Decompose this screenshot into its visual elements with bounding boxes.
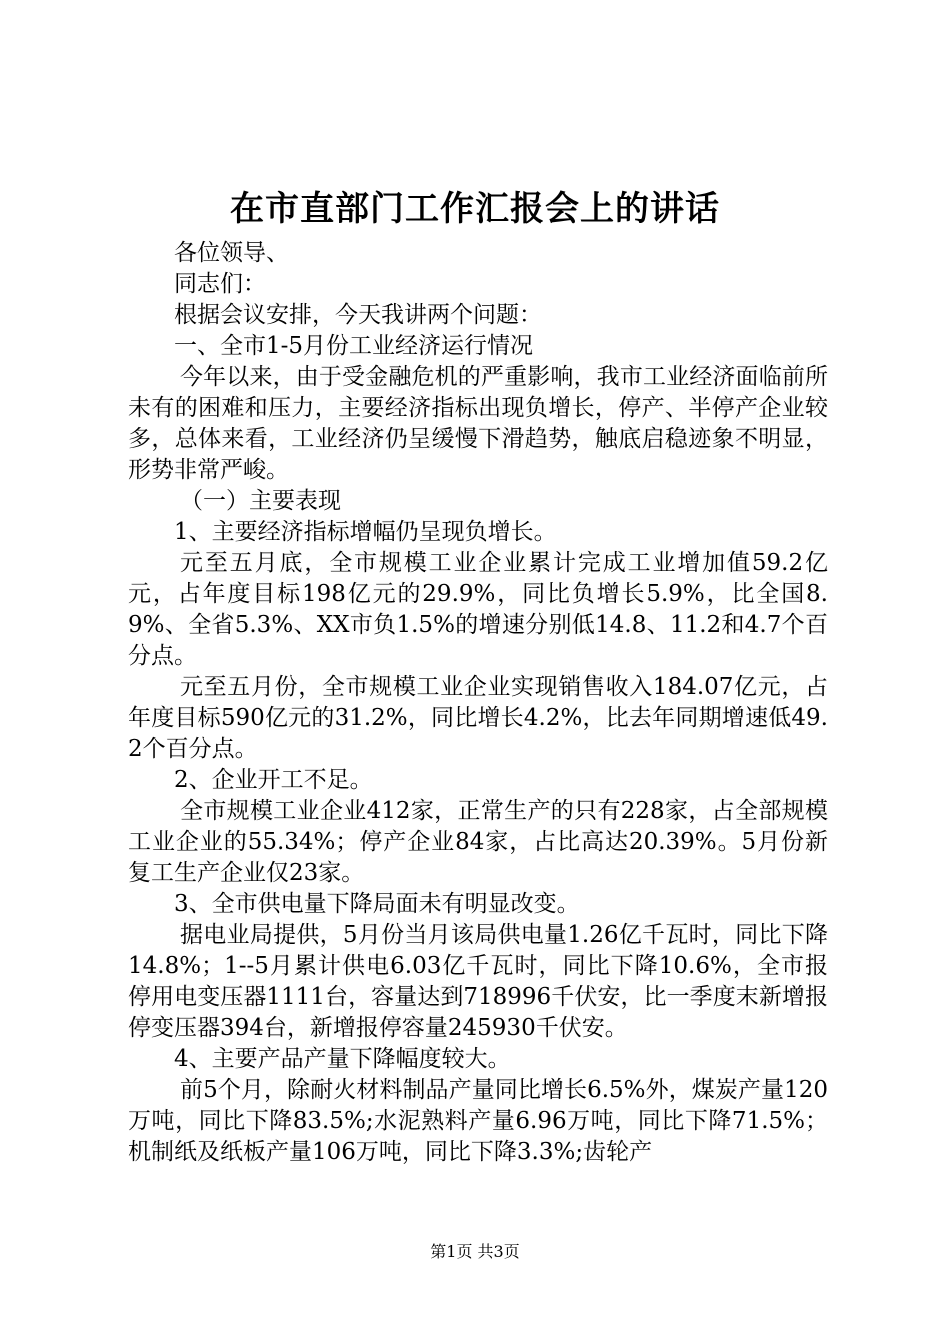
subsection-heading-main-performance: （一）主要表现 — [180, 488, 341, 514]
paragraph-sales-revenue: 元至五月份，全市规模工业企业实现销售收入184.07亿元，占年度目标590亿元的31.2%，同比增长4.2%，比去年同期增速低49.2个百分点。 — [128, 674, 828, 762]
page-footer: 第1页 共3页 — [430, 1242, 520, 1261]
item-heading-4: 4、主要产品产量下降幅度较大。 — [174, 1046, 511, 1072]
document-title: 在市直部门工作汇报会上的讲话 — [230, 189, 720, 229]
paragraph-product-output: 前5个月，除耐火材料制品产量同比增长6.5%外，煤炭产量120万吨，同比下降83.5%;水泥熟料产量6.96万吨，同比下降71.5%；机制纸及纸板产量106万吨，同比下降3.3%;齿轮产 — [128, 1077, 828, 1165]
paragraph-enterprises: 全市规模工业企业412家，正常生产的只有228家，占全部规模工业企业的55.34%；停产企业84家，占比高达20.39%。5月份新复工生产企业仅23家。 — [128, 798, 828, 886]
document-body — [128, 238, 828, 1168]
paragraph-intro: 根据会议安排，今天我讲两个问题： — [174, 302, 542, 328]
item-heading-1: 1、主要经济指标增幅仍呈现负增长。 — [174, 519, 557, 545]
paragraph-salutation-leaders: 各位领导、 — [174, 240, 289, 266]
paragraph-value-added: 元至五月底，全市规模工业企业累计完成工业增加值59.2亿元，占年度目标198亿元的29.9%，同比负增长5.9%，比全国8.9%、全省5.3%、XX市负1.5%的增速分别低14.8、11.2和4.7个百分点。 — [128, 550, 828, 669]
paragraph-overview: 今年以来，由于受金融危机的严重影响，我市工业经济面临前所未有的困难和压力，主要经济指标出现负增长，停产、半停产企业较多，总体来看，工业经济仍呈缓慢下滑趋势，触底启稳迹象不明显，形势非常严峻。 — [128, 364, 828, 483]
section-heading-1: 一、全市1-5月份工业经济运行情况 — [174, 333, 534, 359]
item-heading-2: 2、企业开工不足。 — [174, 767, 373, 793]
paragraph-salutation-comrades: 同志们： — [174, 271, 266, 297]
item-heading-3: 3、全市供电量下降局面未有明显改变。 — [174, 891, 580, 917]
paragraph-power-supply: 据电业局提供，5月份当月该局供电量1.26亿千瓦时，同比下降14.8%；1--5月累计供电6.03亿千瓦时，同比下降10.6%，全市报停用电变压器1111台，容量达到718996千伏安，比一季度末新增报停变压器394台，新增报停容量245930千伏安。 — [128, 922, 828, 1041]
